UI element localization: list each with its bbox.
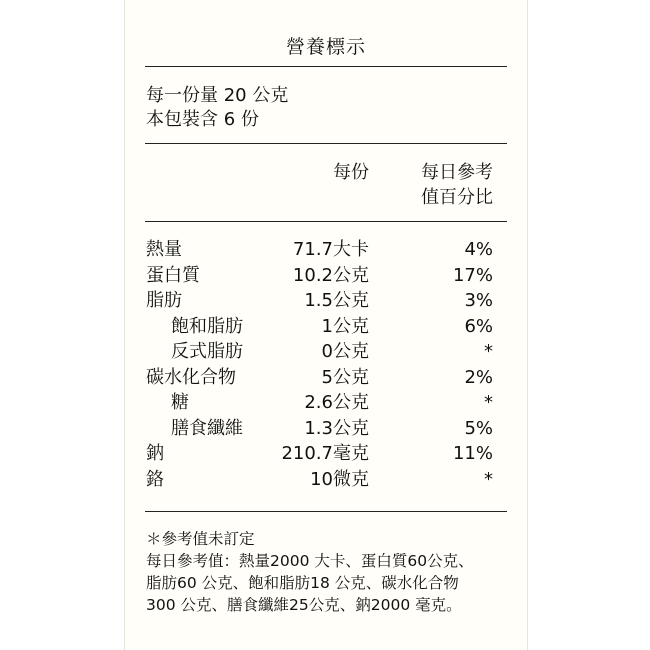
nutrient-row-protein (125, 263, 527, 288)
footnote-not-established: ＊參考值未訂定 (146, 530, 255, 548)
nutrient-percent: 11% (452, 443, 493, 464)
nutrient-row-calories (125, 237, 527, 262)
per-serving-header: 每份 (333, 162, 369, 183)
nutrient-name: 飽和脂肪 (171, 315, 243, 337)
nutrient-row-dietary-fiber (125, 416, 527, 441)
footnote-daily-reference-line: 每日參考值：熱量2000 大卡、蛋白質60公克、 (146, 552, 474, 570)
nutrient-amount: 71.7大卡 (292, 239, 369, 260)
nutrient-name: 糖 (171, 392, 189, 413)
daily-value-header (421, 160, 493, 210)
nutrient-name: 膳食纖維 (171, 417, 243, 439)
nutrient-percent: 2% (464, 366, 493, 388)
divider (145, 221, 507, 222)
nutrient-name: 鈉 (146, 443, 164, 464)
nutrient-name: 反式脂肪 (171, 341, 243, 362)
nutrient-amount: 1公克 (321, 315, 369, 337)
nutrient-name: 碳水化合物 (146, 366, 236, 388)
footnote-daily-reference-line: 脂肪60 公克、飽和脂肪18 公克、碳水化合物 (146, 574, 459, 592)
nutrient-percent: 5% (464, 417, 493, 439)
daily-value-header-line2: 值百分比 (421, 187, 493, 208)
divider (145, 511, 507, 512)
nutrient-name: 蛋白質 (146, 264, 200, 286)
nutrient-amount: 1.5公克 (304, 290, 369, 311)
divider (145, 143, 507, 144)
servings-per-package: 本包裝含 6 份 (146, 109, 259, 130)
nutrient-amount: 5公克 (321, 366, 369, 388)
nutrient-percent: * (484, 392, 493, 413)
nutrient-amount: 0公克 (321, 341, 369, 362)
nutrient-row-fat (125, 288, 527, 313)
nutrient-row-saturated-fat (125, 314, 527, 339)
nutrient-amount: 10.2公克 (292, 264, 369, 286)
nutrient-row-carbohydrate (125, 365, 527, 390)
nutrient-row-sodium (125, 441, 527, 466)
nutrition-label (124, 0, 528, 650)
nutrient-name: 鉻 (146, 468, 164, 490)
nutrient-amount: 210.7毫克 (281, 443, 369, 464)
nutrient-row-sugar (125, 390, 527, 415)
nutrient-percent: 17% (452, 264, 493, 286)
divider (145, 66, 507, 67)
nutrient-amount: 1.3公克 (304, 417, 369, 439)
nutrient-row-trans-fat (125, 339, 527, 364)
nutrient-name: 脂肪 (146, 290, 182, 311)
nutrient-percent: 6% (464, 315, 493, 337)
nutrient-name: 熱量 (146, 239, 182, 260)
nutrient-percent: 4% (464, 239, 493, 260)
label-title: 營養標示 (285, 36, 366, 58)
serving-size: 每一份量 20 公克 (146, 85, 289, 106)
nutrient-percent: * (484, 468, 493, 490)
nutrient-amount: 2.6公克 (304, 392, 369, 413)
footnote-daily-reference-line: 300 公克、膳食纖維25公克、鈉2000 毫克。 (146, 596, 462, 614)
nutrient-amount: 10微克 (310, 468, 369, 490)
nutrient-row-chromium (125, 467, 527, 492)
daily-value-header-line1: 每日參考 (421, 162, 493, 183)
nutrient-percent: * (484, 341, 493, 362)
nutrient-percent: 3% (464, 290, 493, 311)
